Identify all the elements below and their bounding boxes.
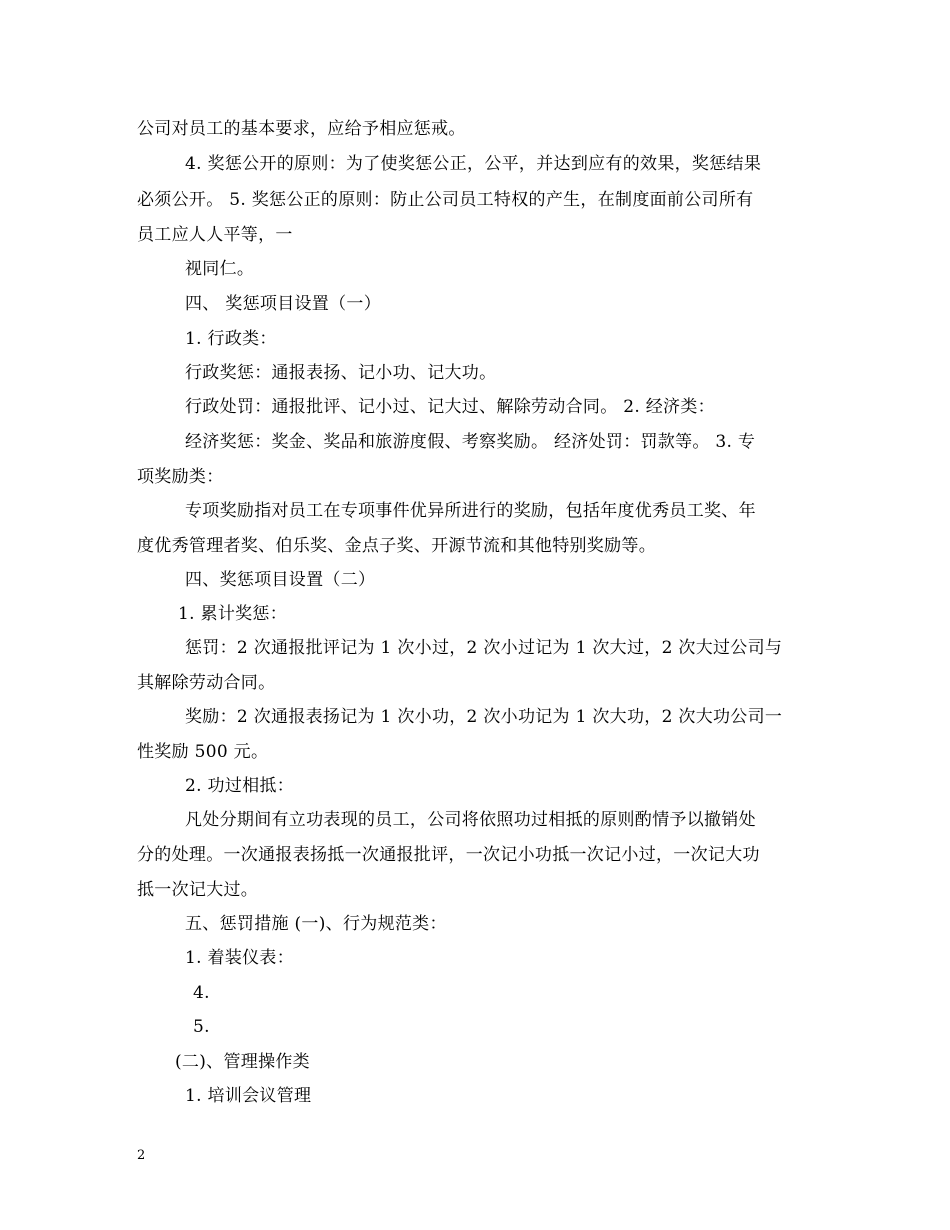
text-line: 视同仁。	[185, 259, 255, 279]
text-line: 4.	[193, 983, 210, 1003]
text-line: 性奖励 500 元。	[137, 742, 269, 762]
text-line: 抵一次记大过。	[137, 880, 259, 900]
text-line: 必须公开。 5. 奖惩公正的原则：防止公司员工特权的产生，在制度面前公司所有	[137, 190, 754, 210]
text-line: 经济奖惩：奖金、奖品和旅游度假、考察奖励。 经济处罚：罚款等。 3. 专	[185, 432, 756, 452]
section-heading: 四、奖惩项目设置（二）	[185, 570, 376, 590]
text-line: 行政奖惩：通报表扬、记小功、记大功。	[185, 363, 497, 383]
section-heading: 五、惩罚措施 (一)、行为规范类：	[185, 914, 447, 934]
text-line: 奖励：2 次通报表扬记为 1 次小功，2 次小功记为 1 次大功，2 次大功公司一	[185, 707, 783, 727]
text-line: 1. 着装仪表：	[185, 948, 295, 968]
text-line: 其解除劳动合同。	[137, 673, 276, 693]
text-line: 分的处理。一次通报表扬抵一次通报批评，一次记小功抵一次记小过，一次记大功	[137, 845, 760, 865]
text-line: 度优秀管理者奖、伯乐奖、金点子奖、开源节流和其他特别奖励等。	[137, 536, 656, 556]
text-line: 4. 奖惩公开的原则：为了使奖惩公正，公平，并达到应有的效果，奖惩结果	[185, 154, 762, 174]
section-heading: 四、 奖惩项目设置（一）	[185, 294, 382, 314]
text-line: 2. 功过相抵：	[185, 776, 295, 796]
text-line: 1. 行政类：	[185, 329, 277, 349]
page-number: 2	[137, 1148, 146, 1163]
text-line: 员工应人人平等，一	[137, 225, 293, 245]
section-heading: (二)、管理操作类	[175, 1052, 310, 1072]
text-line: 专项奖励指对员工在专项事件优异所进行的奖励，包括年度优秀员工奖、年	[185, 501, 756, 521]
text-line: 惩罚：2 次通报批评记为 1 次小过，2 次小过记为 1 次大过，2 次大过公司与	[185, 638, 783, 658]
text-line: 1. 累计奖惩：	[178, 604, 288, 624]
text-line: 5.	[193, 1017, 210, 1037]
text-line: 项奖励类：	[137, 467, 224, 487]
text-line: 凡处分期间有立功表现的员工，公司将依照功过相抵的原则酌情予以撤销处	[185, 810, 756, 830]
text-line: 行政处罚：通报批评、记小过、记大过、解除劳动合同。 2. 经济类：	[185, 397, 715, 417]
text-line: 公司对员工的基本要求，应给予相应惩戒。	[137, 119, 466, 139]
text-line: 1. 培训会议管理	[185, 1086, 312, 1106]
